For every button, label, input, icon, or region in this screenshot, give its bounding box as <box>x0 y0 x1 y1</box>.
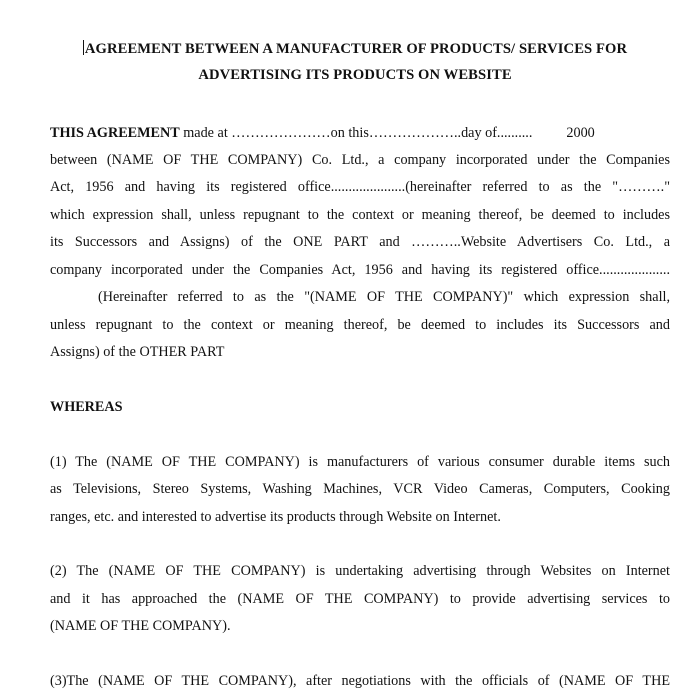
clause-2-line-1: (2) The (NAME OF THE COMPANY) is undertaking advertising through Websites on Internet <box>50 563 670 579</box>
agreement-lead: THIS AGREEMENT <box>50 125 180 141</box>
agreement-line-7: (Hereinafter referred to as the "(NAME OF THE COMPANY)" which expression shall, <box>98 289 670 305</box>
clause-3-line-1: (3)The (NAME OF THE COMPANY), after negotiations with the officials of (NAME OF THE <box>50 673 670 689</box>
agreement-line-4: which expression shall, unless repugnant to the context or meaning thereof, be deemed to includes <box>50 207 670 223</box>
document-title-line-1 <box>40 40 670 58</box>
agreement-line-3: Act, 1956 and having its registered office.....................(hereinafter referred to as the "………." <box>50 179 670 195</box>
agreement-year: 2000 <box>566 125 595 141</box>
agreement-line-6: company incorporated under the Companies Act, 1956 and having its registered office.................... <box>50 262 670 278</box>
clause-1-line-1: (1) The (NAME OF THE COMPANY) is manufacturers of various consumer durable items such <box>50 454 670 470</box>
agreement-line-2: between (NAME OF THE COMPANY) Co. Ltd., a company incorporated under the Companies <box>50 152 670 168</box>
agreement-line-5: its Successors and Assigns) of the ONE PART and ………..Website Advertisers Co. Ltd., a <box>50 234 670 250</box>
text-cursor <box>83 40 84 55</box>
whereas-heading: WHEREAS <box>50 399 123 415</box>
clause-2-line-2: and it has approached the (NAME OF THE COMPANY) to provide advertising services to <box>50 591 670 607</box>
agreement-line-9: Assigns) of the OTHER PART <box>50 344 225 360</box>
agreement-line-1-rest: made at …………………on this………………..day of.......... <box>179 125 533 141</box>
agreement-line-8: unless repugnant to the context or meaning thereof, be deemed to includes its Successors and <box>50 317 670 333</box>
title-text-1: AGREEMENT BETWEEN A MANUFACTURER OF PRODUCTS/ SERVICES FOR <box>84 41 628 57</box>
clause-1-line-3: ranges, etc. and interested to advertise its products through Website on Internet. <box>50 509 501 525</box>
agreement-line-1 <box>50 124 670 142</box>
clause-1-line-2: as Televisions, Stereo Systems, Washing Machines, VCR Video Cameras, Computers, Cooking <box>50 481 670 497</box>
document-title-line-2: ADVERTISING ITS PRODUCTS ON WEBSITE <box>198 67 512 83</box>
clause-2-line-3: (NAME OF THE COMPANY). <box>50 618 231 634</box>
